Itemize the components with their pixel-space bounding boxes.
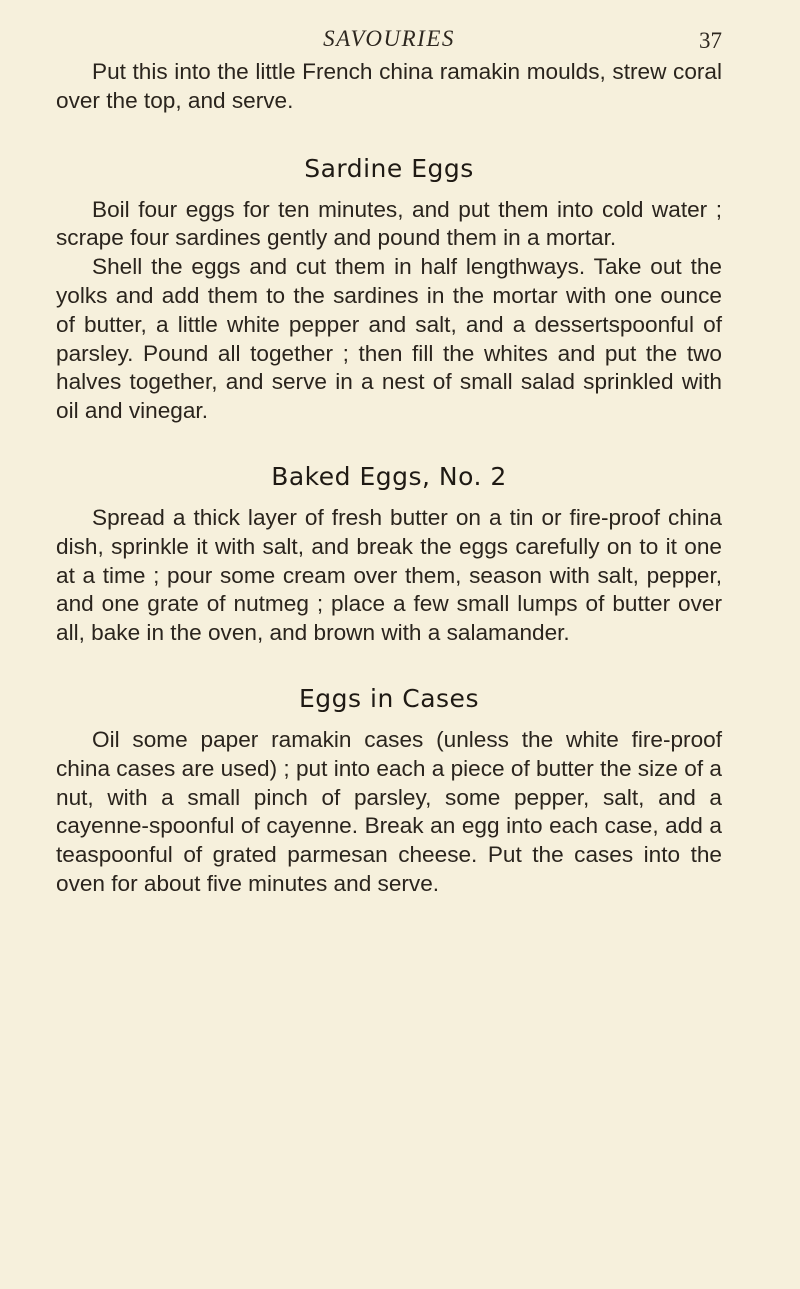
- recipe-sardine-eggs: [56, 154, 722, 426]
- recipe-paragraph: Oil some paper ramakin cases (unless the white fire-proof china cases are used) ; put into each a piece of butter the size of a nut, with a small pinch of parsley, some pepper, salt, and a cayenne-spoonful of cayenne. Break an egg into each case, add a teaspoonful of grated parmesan cheese. Put the cases into the oven for about five minutes and serve.: [56, 726, 722, 896]
- page-number: 37: [699, 28, 722, 53]
- recipe-paragraph: Spread a thick layer of fresh butter on a tin or fire-proof china dish, sprinkle it with salt, and break the eggs carefully on to it one at a time ; pour some cream over them, season with salt, pepper, and one grate of nutmeg ; place a few small lumps of butter over all, bake in the oven, and brown with a salamander.: [56, 504, 722, 646]
- recipe-paragraph: Boil four eggs for ten minutes, and put them into cold water ; scrape four sardines gently and pound them in a mortar.: [56, 196, 722, 251]
- running-title: SAVOURIES: [323, 26, 455, 51]
- recipe-eggs-in-cases: [56, 684, 722, 899]
- running-head: [56, 0, 722, 58]
- recipe-title: Baked Eggs, No. 2: [271, 461, 507, 491]
- intro-paragraph: Put this into the little French china ramakin moulds, strew coral over the top, and serve.: [56, 59, 722, 113]
- recipe-title: Sardine Eggs: [304, 153, 474, 183]
- recipe-paragraph: Shell the eggs and cut them in half lengthways. Take out the yolks and add them to the sardines in the mortar with one ounce of butter, a little white pepper and salt, and a dessertspoonful of parsley. Pound all together ; then fill the whites and put the two halves together, and serve in a nest of small salad sprinkled with oil and vinegar.: [56, 254, 722, 424]
- recipe-baked-eggs-no-2: [56, 462, 722, 648]
- recipe-title: Eggs in Cases: [299, 683, 479, 713]
- page-body: [56, 58, 722, 899]
